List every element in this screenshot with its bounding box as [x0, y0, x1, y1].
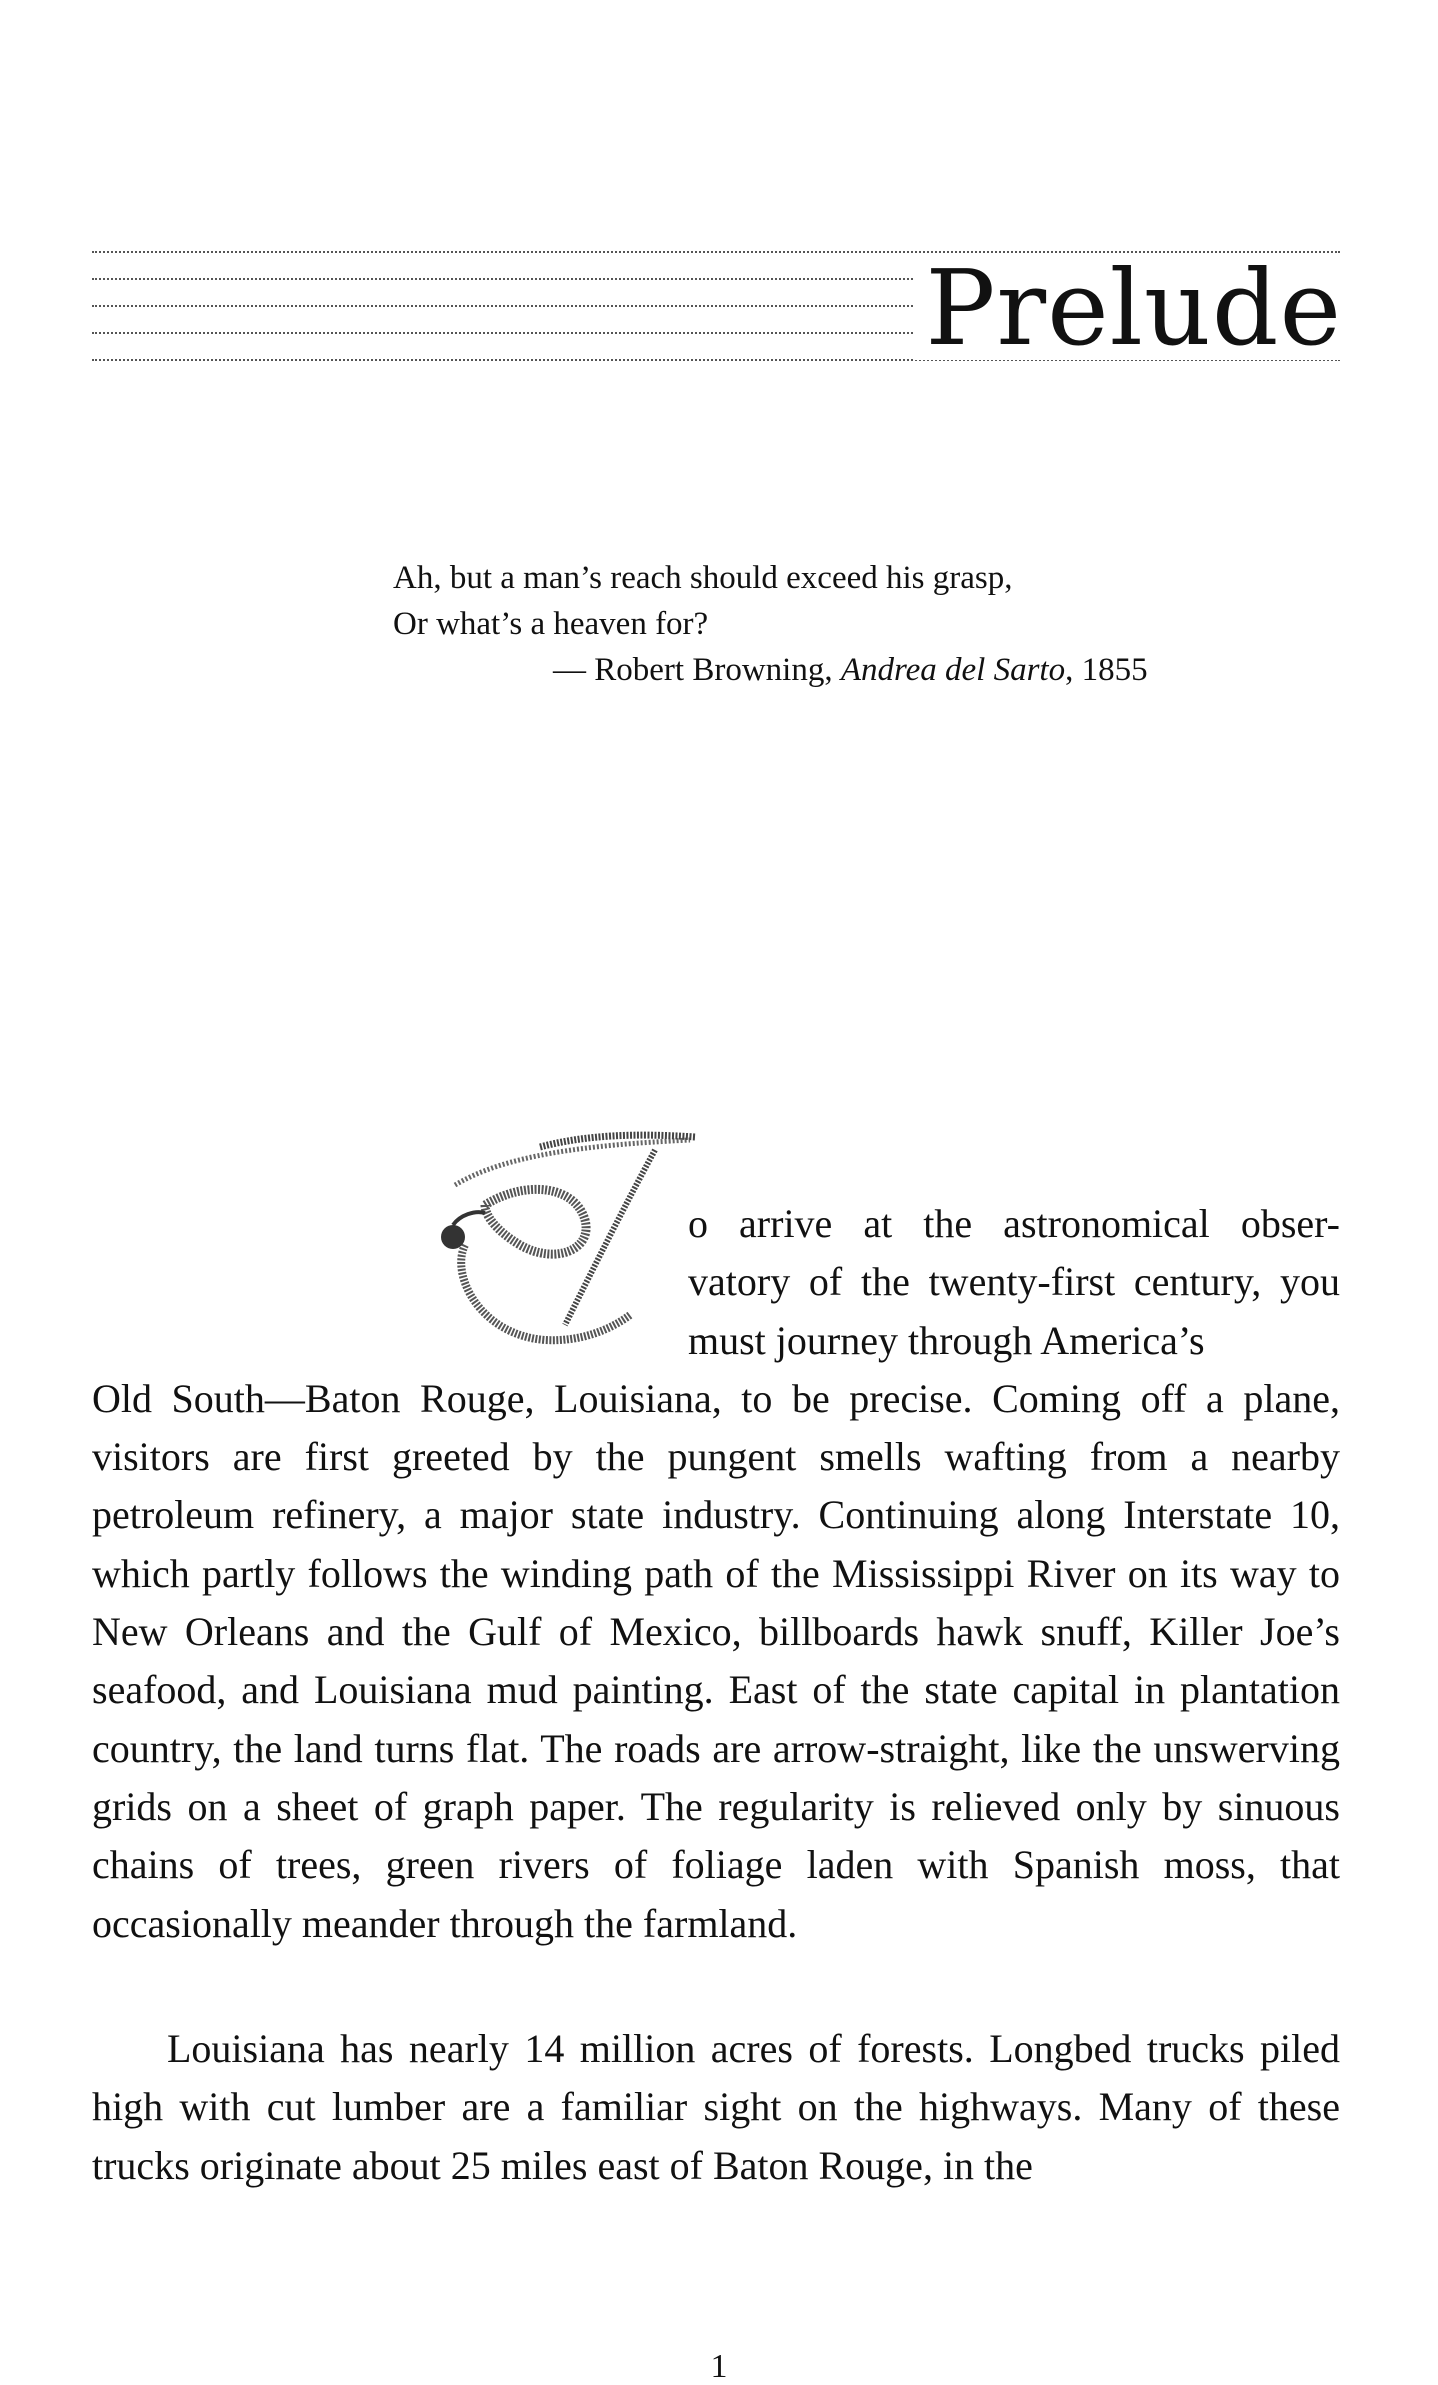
- page-number: 1: [710, 2348, 728, 2385]
- attribution-year: , 1855: [1065, 652, 1148, 688]
- attribution-author: — Robert Browning,: [553, 652, 841, 688]
- chapter-title: Prelude: [915, 256, 1342, 360]
- epigraph-line-2: Or what’s a heaven for?: [393, 606, 709, 642]
- epigraph: [393, 555, 1148, 693]
- paragraph-1-rest: Old South—Baton Rouge, Louisiana, to be precise. Coming off a plane, visitors are first greeted by the pungent smells wafting from a nearby petroleum refinery, a major state industry. Continuing along Interstate 10, which partly follows the winding path of the Mississippi River on its way to New Orleans and the Gulf of Mexico, billboards hawk snuff, Killer Joe’s seafood, and Louisiana mud painting. East of the state capital in plantation country, the land turns flat. The roads are arrow-straight, like the unswerving grids on a sheet of graph paper. The regularity is relieved only by sinuous chains of trees, green rivers of foliage laden with Spanish moss, that occasionally meander through the farmland.: [92, 1375, 1340, 1946]
- epigraph-line-1: Ah, but a man’s reach should exceed his grasp,: [393, 560, 1013, 596]
- paragraph-1: [92, 1195, 1340, 1953]
- paragraph-2: [92, 2020, 1340, 2195]
- attribution-work: Andrea del Sarto: [840, 652, 1066, 688]
- epigraph-attribution: [393, 647, 1148, 693]
- paragraph-1-lead: o arrive at the astronomical obser- vatory of the twenty-first century, you must journey through America’s: [688, 1201, 1340, 1363]
- paragraph-2-text: Louisiana has nearly 14 million acres of forests. Longbed trucks piled high with cut lumber are a familiar sight on the highways. Many of these trucks originate about 25 miles east of Baton Rouge, in the: [92, 2026, 1340, 2188]
